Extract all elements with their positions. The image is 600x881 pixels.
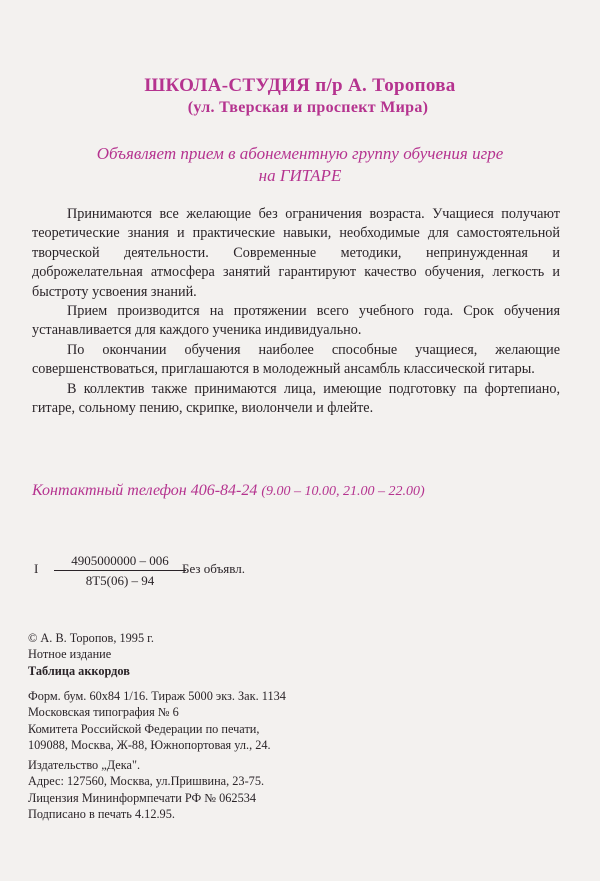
- paragraph-admission: Принимаются все желающие без ограничения возраста. Учащиеся получают теоретические знания и практические навыки, необходимые для самостоятельной творческой деятельности. Современные методики, непринужденная и доброжелательная атмосфера занятий гарантируют качество обучения, легкость и быстроту усвоения знаний.: [32, 206, 560, 300]
- imprint-print: [28, 688, 286, 754]
- contact-phone: Контактный телефон 406-84-24: [32, 482, 258, 499]
- paragraph-collective: В коллектив также принимаются лица, имеющие подготовку па фортепиано, гитаре, сольному пению, скрипке, виолончели и флейте.: [32, 380, 560, 417]
- printer-address: 109088, Москва, Ж-88, Южнопортовая ул., 24.: [28, 738, 271, 753]
- imprint-publisher: [28, 757, 264, 823]
- index-fraction: [54, 553, 186, 589]
- paragraph-enrollment: Прием производится на протяжении всего учебного года. Срок обучения устанавливается для каждого ученика индивидуально.: [32, 303, 560, 339]
- contact-hours: (9.00 – 10.00, 21.00 – 22.00): [261, 484, 425, 499]
- printer-committee: Комитета Российской Федерации по печати,: [28, 721, 260, 736]
- publisher-name: Издательство „Дека".: [28, 758, 141, 772]
- body-text: [32, 205, 560, 418]
- announcement-line-2: на ГИТАРЕ: [258, 166, 342, 185]
- index-note: Без объявл.: [182, 561, 245, 576]
- index-numerator: 4905000000 – 006: [54, 553, 186, 571]
- announcement-line-1: Объявляет прием в абонементную группу обучения игре: [96, 144, 504, 163]
- print-format: Форм. бум. 60x84 1/16. Тираж 5000 экз. Зак. 1134: [28, 689, 286, 703]
- index-denominator: 8T5(06) – 94: [85, 573, 155, 588]
- paragraph-ensemble: По окончании обучения наиболее способные учащиеся, желающие совершенствоваться, приглашаются в молодежный ансамбль классической гитары.: [32, 341, 560, 378]
- publisher-address: Адрес: 127560, Москва, ул.Пришвина, 23-75.: [28, 774, 265, 789]
- license: Лицензия Мининформпечати РФ № 062534: [28, 790, 257, 805]
- school-address: (ул. Тверская и проспект Мира): [187, 99, 429, 116]
- imprint-top: [28, 630, 154, 679]
- school-title: ШКОЛА-СТУДИЯ п/р А. Торопова: [144, 75, 456, 96]
- copyright: © А. В. Торопов, 1995 г.: [28, 631, 154, 645]
- signed-date: Подписано в печать 4.12.95.: [28, 807, 175, 822]
- index-roman: I: [34, 561, 39, 576]
- book-title: Таблица аккордов: [28, 663, 130, 678]
- contact-line: [32, 482, 572, 500]
- edition-type: Нотное издание: [28, 647, 112, 662]
- printer-name: Московская типография № 6: [28, 705, 179, 720]
